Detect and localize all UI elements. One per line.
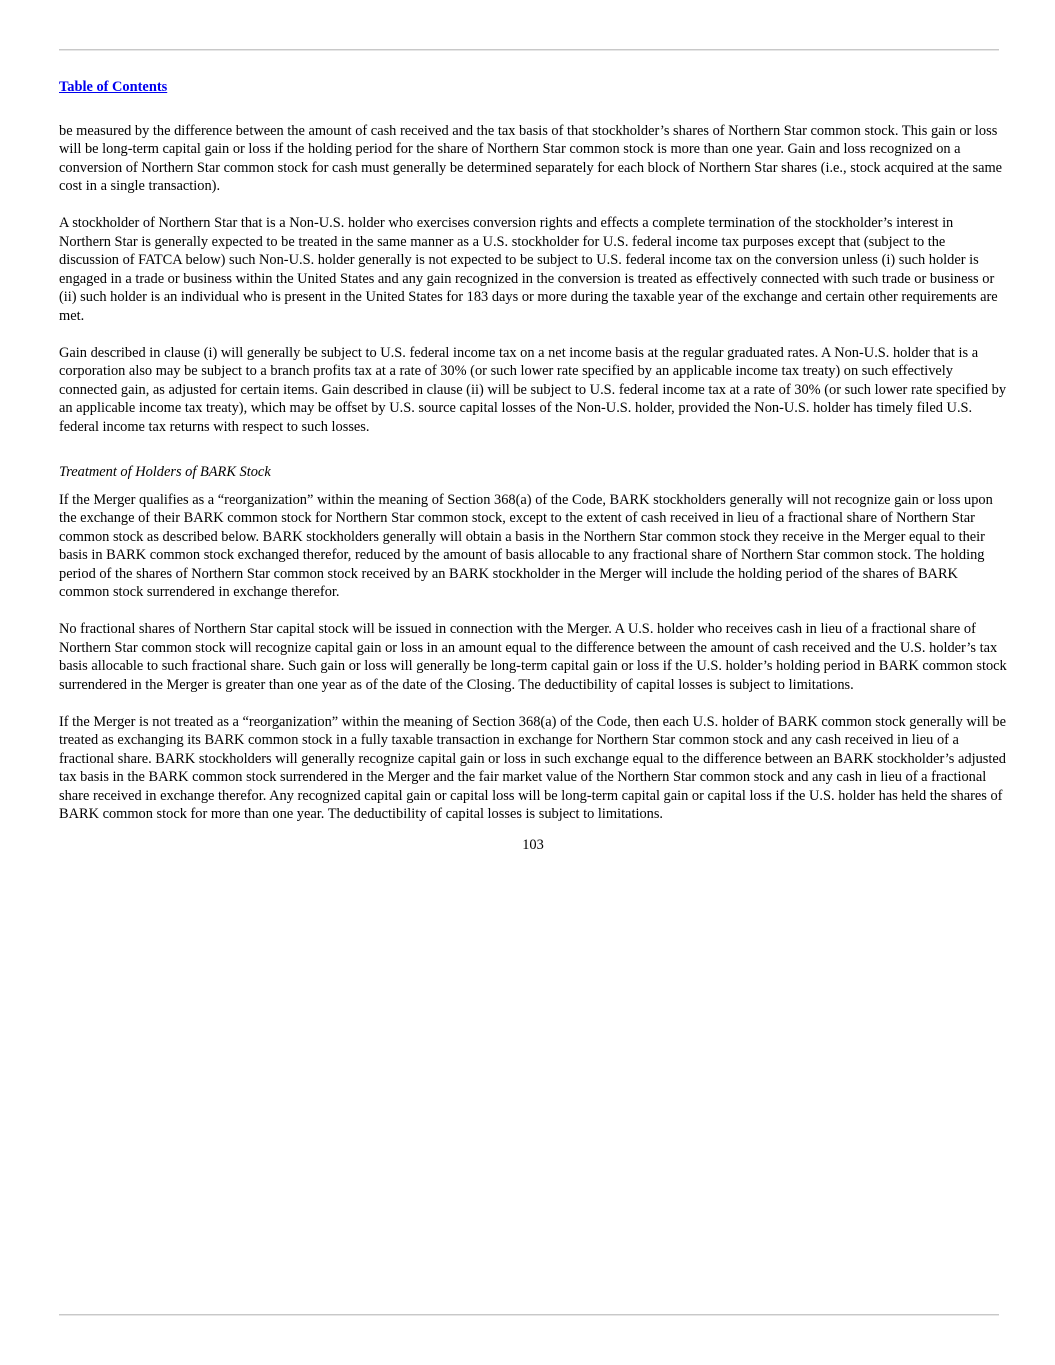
top-divider [59, 49, 999, 50]
paragraph-taxable-exchange: If the Merger is not treated as a “reorganization” within the meaning of Section 368(a) of the Code, then each U.S. holder of BARK common stock generally will be treated as exchanging its BARK common stock in a fully taxable transaction in exchange for Northern Star common stock and any cash received in lieu of a fractional share. BARK stockholders will generally recognize capital gain or loss in such exchange equal to the difference between an BARK stockholder’s adjusted tax basis in the BARK common stock surrendered in the Merger and the fair market value of the Northern Star common stock and any cash in lieu of a fractional share received in exchange therefor. Any recognized capital gain or capital loss will be long-term capital gain or capital loss if the U.S. holder has held the shares of BARK common stock for more than one year. The deductibility of capital losses is subject to limitations. [59, 713, 1006, 822]
page-number: 103 [522, 836, 544, 853]
paragraph-fractional-shares: No fractional shares of Northern Star capital stock will be issued in connection with the Merger. A U.S. holder who receives cash in lieu of a fractional share of Northern Star common stock will recognize capital gain or loss in an amount equal to the difference between the amount of cash received and the U.S. holder’s tax basis allocable to such fractional share. Such gain or loss will generally be long-term capital gain or loss if the U.S. holder’s holding period in BARK common stock surrendered in the Merger is greater than one year as of the date of the Closing. The deductibility of capital losses is subject to limitations. [59, 621, 1007, 693]
paragraph-reorganization: If the Merger qualifies as a “reorganization” within the meaning of Section 368(a) of the Code, BARK stockholders generally will not recognize gain or loss upon the exchange of their BARK common stock for Northern Star common stock, except to the extent of cash received in lieu of a fractional share of Northern Star common stock as described below. BARK stockholders generally will obtain a basis in the Northern Star common stock they receive in the Merger equal to their basis in BARK common stock exchanged therefor, reduced by the amount of basis allocable to any fractional share of Northern Star common stock. The holding period of the shares of Northern Star common stock received by an BARK stockholder in the Merger will include the holding period of the shares of BARK common stock surrendered in exchange therefor. [59, 491, 993, 600]
document-body [59, 78, 1007, 854]
paragraph-non-us-holder-conversion: A stockholder of Northern Star that is a Non-U.S. holder who exercises conversion rights and effects a complete termination of the stockholder’s interest in Northern Star is generally expected to be treated in the same manner as a U.S. stockholder for U.S. federal income tax purposes except that (subject to the discussion of FATCA below) such Non-U.S. holder generally is not expected to be subject to U.S. federal income tax on the conversion unless (i) such holder is engaged in a trade or business within the United States and any gain recognized in the conversion is treated as effectively connected with such trade or business or (ii) such holder is an individual who is present in the United States for 183 days or more during the taxable year of the exchange and certain other requirements are met. [59, 215, 998, 324]
paragraph-gain-clauses: Gain described in clause (i) will generally be subject to U.S. federal income tax on a net income basis at the regular graduated rates. A Non-U.S. holder that is a corporation also may be subject to a branch profits tax at a rate of 30% (or such lower rate specified by an applicable income tax treaty) on such effectively connected gain, as adjusted for certain items. Gain described in clause (ii) will be subject to U.S. federal income tax at a rate of 30% (or such lower rate specified by an applicable income tax treaty), which may be offset by U.S. source capital losses of the Non-U.S. holder, provided the Non-U.S. holder has timely filed U.S. federal income tax returns with respect to such losses. [59, 344, 1007, 435]
section-heading-bark-holders: Treatment of Holders of BARK Stock [59, 464, 271, 480]
paragraph-conversion-gain: be measured by the difference between the amount of cash received and the tax basis of that stockholder’s shares of Northern Star common stock. This gain or loss will be long-term capital gain or loss if the holding period for the share of Northern Star common stock is more than one year. Gain and loss recognized on a conversion of Northern Star common stock for cash must generally be determined separately for each block of Northern Star shares (i.e., stock acquired at the same cost in a single transaction). [59, 122, 1003, 194]
bottom-divider [59, 1314, 999, 1315]
table-of-contents-link[interactable]: Table of Contents [59, 79, 168, 95]
